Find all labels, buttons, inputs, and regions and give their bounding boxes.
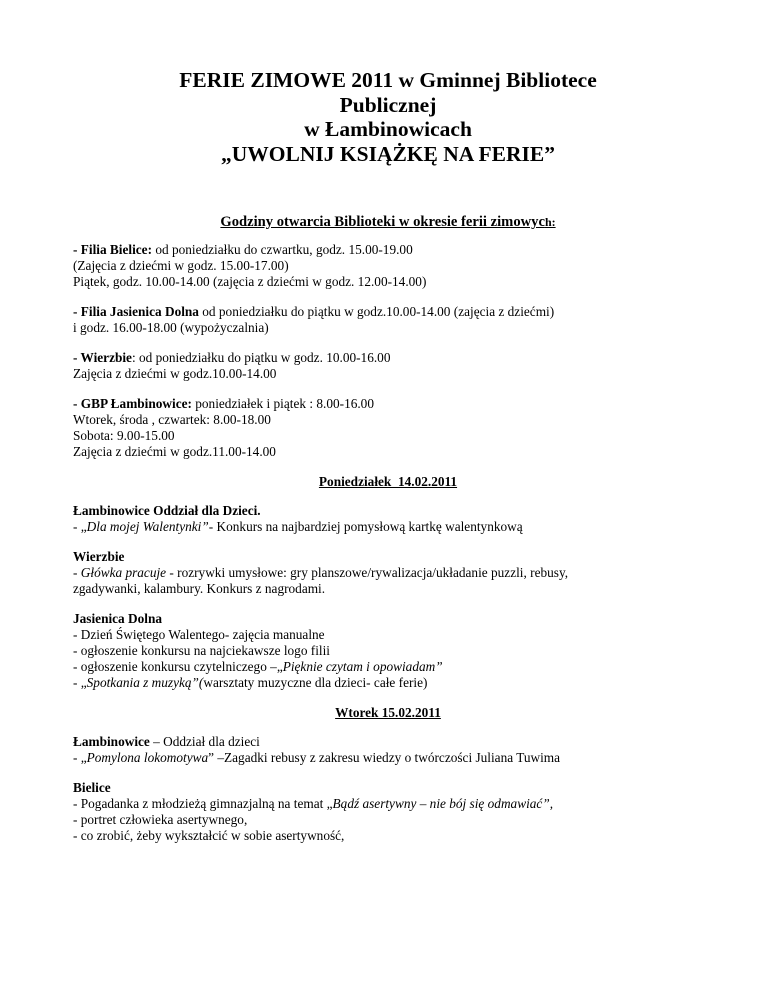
hours-bielice-line-2: (Zajęcia z dziećmi w godz. 15.00-17.00) [73,258,289,273]
opening-hours-heading-tail: h: [544,215,556,229]
monday-wierzbie-line-1-italic: Główka pracuje [80,565,167,580]
monday-lambinowice [73,503,703,535]
hours-bielice-line-1: od poniedziałku do czwartku, godz. 15.00-19.00 [152,242,413,257]
opening-hours-heading [73,214,703,230]
tuesday-bielice-line-1-italic: Bądź asertywny – nie bój się odmawiać”, [332,796,554,811]
monday-jasienica-title: Jasienica Dolna [73,611,163,626]
hours-bielice [73,242,703,290]
monday-wierzbie [73,549,703,597]
monday-wierzbie-line-1-post: - rozrywki umysłowe: gry planszowe/rywalizacja/układanie puzzli, rebusy, [166,565,569,580]
tuesday-lambinowice [73,734,703,766]
hours-bielice-line-3: Piątek, godz. 10.00-14.00 (zajęcia z dziećmi w godz. 12.00-14.00) [73,274,427,289]
hours-gbp-line-4: Zajęcia z dziećmi w godz.11.00-14.00 [73,444,276,459]
monday-lambinowice-line-1-post: - Konkurs na najbardziej pomysłową kartkę walentynkową [208,519,523,534]
monday-lambinowice-title: Łambinowice Oddział dla Dzieci. [73,503,261,518]
hours-jasienica-label: - Filia Jasienica Dolna [73,304,199,319]
tuesday-bielice-title: Bielice [73,780,111,795]
hours-wierzbie-line-1: : od poniedziałku do piątku w godz. 10.00-16.00 [131,350,391,365]
monday-jasienica-line-3-italic: Pięknie czytam i opowiadam” [282,659,443,674]
monday-wierzbie-title: Wierzbie [73,549,125,564]
hours-gbp-line-2: Wtorek, środa , czwartek: 8.00-18.00 [73,412,271,427]
tuesday-bielice [73,780,703,844]
hours-jasienica-line-2: i godz. 16.00-18.00 (wypożyczalnia) [73,320,269,335]
monday-lambinowice-line-1-italic: Dla mojej Walentynki” [86,519,209,534]
opening-hours-heading-main: Godziny otwarcia Biblioteki w okresie ferii zimowyc [220,214,545,230]
tuesday-lambinowice-line-1-pre: - „ [73,750,87,765]
hours-wierzbie [73,350,703,382]
document-title [73,68,703,166]
hours-gbp-line-3: Sobota: 9.00-15.00 [73,428,175,443]
tuesday-bielice-line-2: - portret człowieka asertywnego, [73,812,248,827]
hours-wierzbie-label: - Wierzbie [73,350,132,365]
monday-jasienica-line-4-post: warsztaty muzyczne dla dzieci- całe ferie) [203,675,428,690]
monday-jasienica [73,611,703,691]
tuesday-bielice-line-3: - co zrobić, żeby wykształcić w sobie asertywność, [73,828,345,843]
tuesday-bielice-line-1-pre: - Pogadanka z młodzieżą gimnazjalną na temat „ [73,796,333,811]
document-page [73,68,703,858]
tuesday-lambinowice-title: Łambinowice [73,734,150,749]
monday-jasienica-line-2: - ogłoszenie konkursu na najciekawsze logo filii [73,643,330,658]
hours-jasienica [73,304,703,336]
monday-wierzbie-line-2: zgadywanki, kalambury. Konkurs z nagrodami. [73,581,326,596]
hours-bielice-label: - Filia Bielice: [73,242,153,257]
monday-wierzbie-line-1-pre: - [73,565,81,580]
monday-jasienica-line-4-italic: Spotkania z muzyką”( [86,675,204,690]
monday-jasienica-line-1: - Dzień Świętego Walentego- zajęcia manualne [73,627,325,642]
monday-jasienica-line-3-pre: - ogłoszenie konkursu czytelniczego –„ [73,659,283,674]
monday-lambinowice-line-1-pre: - „ [73,519,87,534]
hours-wierzbie-line-2: Zajęcia z dziećmi w godz.10.00-14.00 [73,366,277,381]
title-line-2: Publicznej [339,92,437,117]
tuesday-lambinowice-line-1-post: ” –Zagadki rebusy z zakresu wiedzy o twórczości Juliana Tuwima [208,750,561,765]
tuesday-heading: Wtorek 15.02.2011 [335,705,441,720]
title-line-3: w Łambinowicach [304,117,472,141]
hours-gbp [73,396,703,460]
monday-heading: Poniedziałek 14.02.2011 [318,474,458,489]
tuesday-lambinowice-line-1-italic: Pomylona lokomotywa [86,750,209,765]
monday-jasienica-line-4-pre: - „ [73,675,87,690]
title-line-4: „UWOLNIJ KSIĄŻKĘ NA FERIE” [221,141,555,166]
hours-jasienica-line-1: od poniedziałku do piątku w godz.10.00-14.00 (zajęcia z dziećmi) [198,304,555,319]
hours-gbp-line-1: poniedziałek i piątek : 8.00-16.00 [191,396,374,411]
title-line-1: FERIE ZIMOWE 2011 w Gminnej Bibliotece [179,68,597,92]
hours-gbp-label: - GBP Łambinowice: [73,396,192,411]
tuesday-lambinowice-title-post: – Oddział dla dzieci [149,734,260,749]
